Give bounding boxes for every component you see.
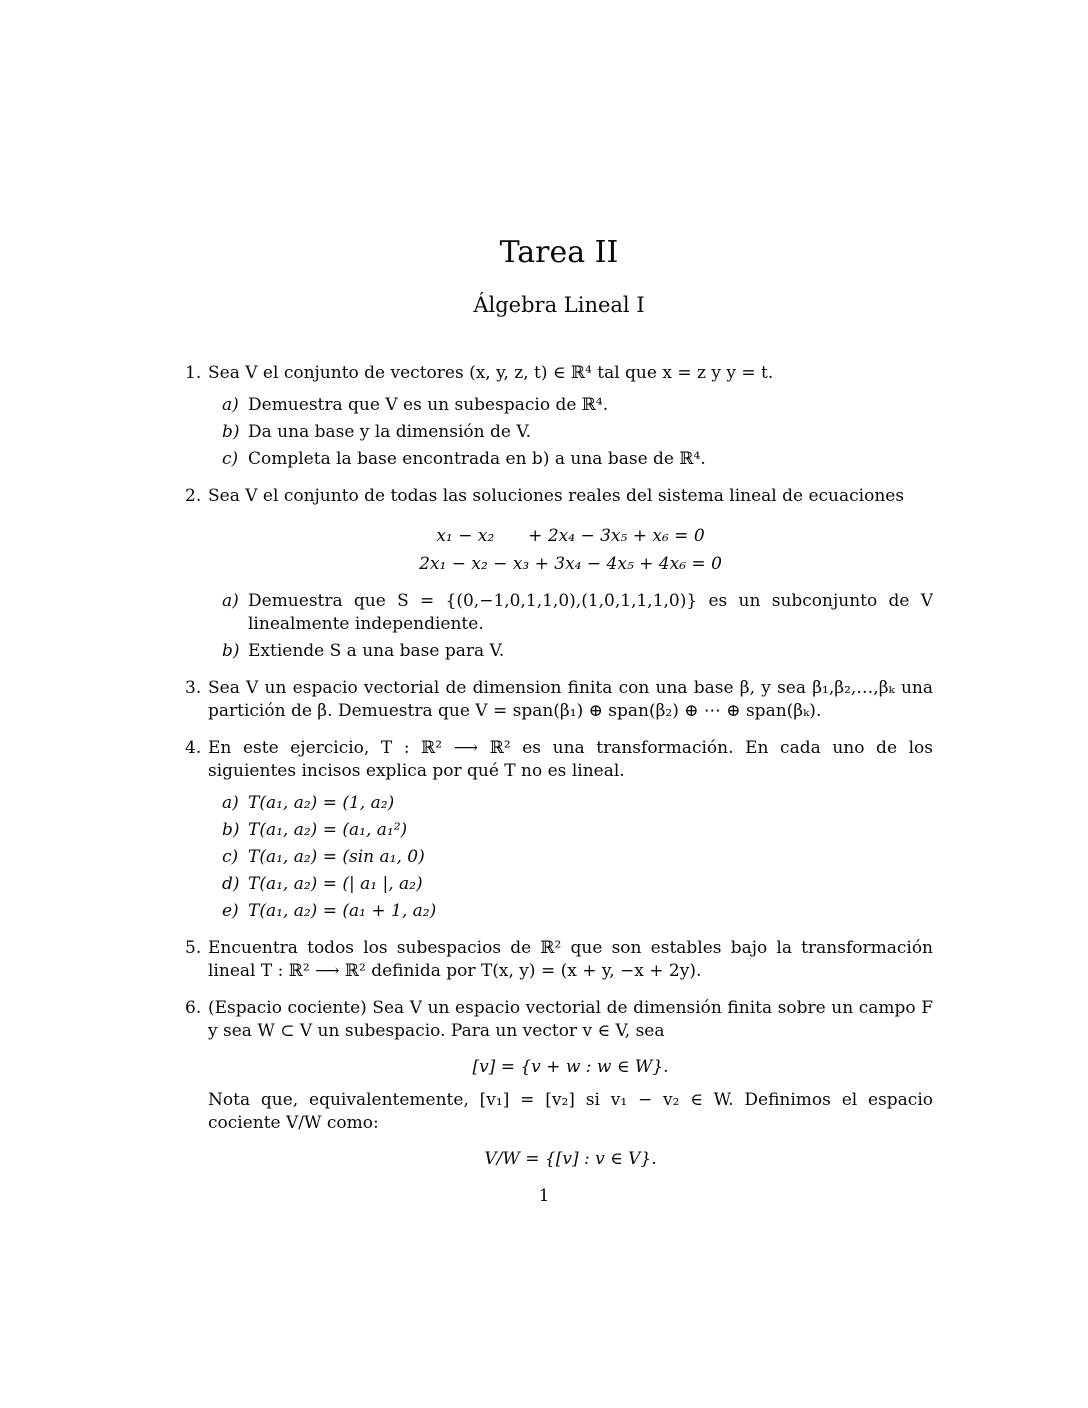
item-label: a) — [222, 590, 239, 611]
problem-5 — [185, 937, 933, 983]
problem-3-number: 3. — [185, 677, 202, 698]
item-label: b) — [222, 640, 240, 661]
problem-1-item-a — [208, 394, 933, 417]
document-title: Tarea II — [499, 235, 619, 270]
problem-2-items — [208, 590, 933, 663]
problem-4-item-e — [208, 900, 933, 923]
problem-list — [185, 362, 933, 1171]
item-text: T(a₁, a₂) = (sin a₁, 0) — [248, 846, 425, 867]
item-text: Demuestra que S = {(0,−1,0,1,1,0),(1,0,1,1,1,0)} es un subconjunto de V linealmente independiente. — [248, 590, 933, 634]
problem-4-number: 4. — [185, 737, 202, 758]
problem-6-note: Nota que, equivalentemente, [v₁] = [v₂] si v₁ − v₂ ∈ W. Definimos el espacio cociente V/W como: — [208, 1089, 933, 1133]
problem-4-text: En este ejercicio, T : ℝ² ⟶ ℝ² es una transformación. En cada uno de los siguientes incisos explica por qué T no es lineal. — [208, 737, 933, 781]
problem-4-item-c — [208, 846, 933, 869]
problem-4-item-b — [208, 819, 933, 842]
problem-2-item-a — [208, 590, 933, 636]
item-label: a) — [222, 792, 239, 813]
problem-1-text: Sea V el conjunto de vectores (x, y, z, t) ∈ ℝ⁴ tal que x = z y y = t. — [208, 362, 774, 383]
item-label: c) — [222, 448, 239, 469]
item-label: d) — [222, 873, 240, 894]
document-page — [185, 0, 933, 1181]
problem-5-number: 5. — [185, 937, 202, 958]
problem-3-text: Sea V un espacio vectorial de dimension finita con una base β, y sea β₁,β₂,…,βₖ una partición de β. Demuestra que V = span(β₁) ⊕ span(β₂) ⊕ ⋯ ⊕ span(βₖ). — [208, 677, 933, 721]
problem-2 — [185, 485, 933, 663]
item-text: Extiende S a una base para V. — [248, 640, 505, 661]
equation-line-1: x₁ − x₂ + 2x₄ − 3x₅ + x₆ = 0 — [436, 525, 705, 546]
problem-1-items — [208, 394, 933, 471]
problem-4-items — [208, 792, 933, 923]
problem-6 — [185, 997, 933, 1171]
equation-line-2: 2x₁ − x₂ − x₃ + 3x₄ − 4x₅ + 4x₆ = 0 — [419, 553, 722, 574]
problem-4-item-a — [208, 792, 933, 815]
item-label: c) — [222, 846, 239, 867]
item-text: T(a₁, a₂) = (a₁ + 1, a₂) — [248, 900, 437, 921]
equation-system — [208, 522, 933, 578]
page-number: 1 — [538, 1186, 550, 1206]
item-label: b) — [222, 421, 240, 442]
problem-3 — [185, 677, 933, 723]
problem-1-item-b — [208, 421, 933, 444]
problem-4-item-d — [208, 873, 933, 896]
problem-4 — [185, 737, 933, 923]
problem-2-item-b — [208, 640, 933, 663]
item-label: a) — [222, 394, 239, 415]
item-text: Demuestra que V es un subespacio de ℝ⁴. — [248, 394, 609, 415]
display-equation-coset: [v] = {v + w : w ∈ W}. — [472, 1056, 669, 1077]
item-text: T(a₁, a₂) = (| a₁ |, a₂) — [248, 873, 423, 894]
problem-6-number: 6. — [185, 997, 202, 1018]
item-label: e) — [222, 900, 239, 921]
problem-1-number: 1. — [185, 362, 202, 383]
item-label: b) — [222, 819, 240, 840]
document-subtitle: Álgebra Lineal I — [473, 292, 645, 317]
display-equation-quotient: V/W = {[v] : v ∈ V}. — [484, 1148, 657, 1169]
item-text: Completa la base encontrada en b) a una base de ℝ⁴. — [248, 448, 706, 469]
item-text: T(a₁, a₂) = (a₁, a₁²) — [248, 819, 408, 840]
problem-2-number: 2. — [185, 485, 202, 506]
problem-5-text: Encuentra todos los subespacios de ℝ² que son estables bajo la transformación lineal T : ℝ² ⟶ ℝ² definida por T(x, y) = (x + y, −x + 2y). — [208, 937, 933, 981]
problem-2-text: Sea V el conjunto de todas las soluciones reales del sistema lineal de ecuaciones — [208, 485, 905, 506]
item-text: T(a₁, a₂) = (1, a₂) — [248, 792, 395, 813]
problem-1-item-c — [208, 448, 933, 471]
item-text: Da una base y la dimensión de V. — [248, 421, 532, 442]
problem-6-text: (Espacio cociente) Sea V un espacio vectorial de dimensión finita sobre un campo F y sea W ⊂ V un subespacio. Para un vector v ∈ V, sea — [208, 997, 933, 1041]
problem-1 — [185, 362, 933, 471]
